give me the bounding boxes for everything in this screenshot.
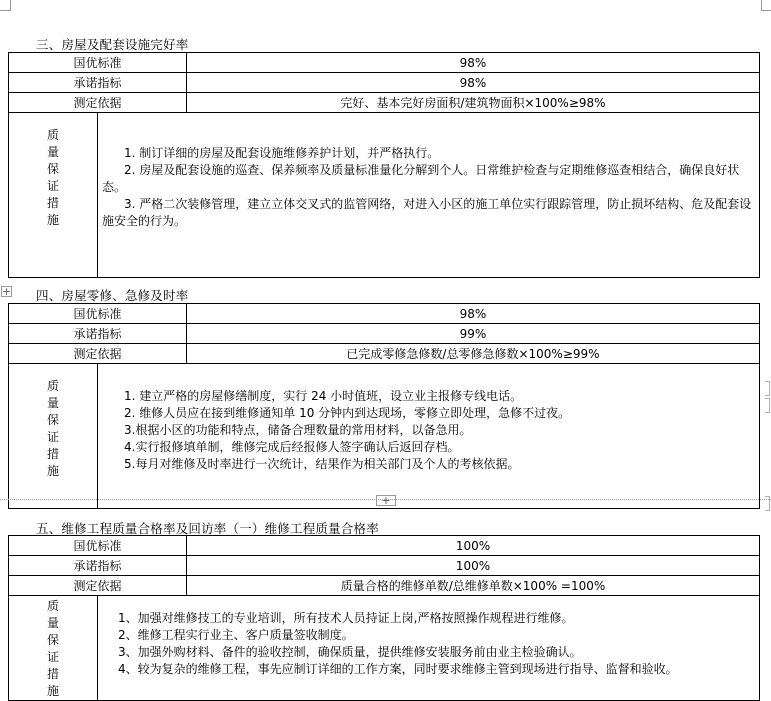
measure-item: 3、加强外购材料、备件的验收控制，确保质量，提供维修安装服务前由业主检验确认。 [118,645,582,659]
measures-label: 质量保证措施 [47,379,60,478]
measure-item: 3.根据小区的功能和特点，储备合理数量的常用材料，以备急用。 [124,423,472,437]
measure-item: 4.实行报修填单制，维修完成后经报修人签字确认后返回存档。 [124,440,460,454]
row-value: 98% [187,304,760,324]
right-edge-marker [765,398,770,413]
row-value: 已完成零修急修数/总零修急修数×100%≥99% [187,344,760,364]
add-row-button[interactable]: + [376,495,396,506]
row-label: 测定依据 [9,93,187,113]
row-value: 质量合格的维修单数/总维修单数×100% =100% [187,576,760,596]
measure-item: 1. 制订详细的房屋及配套设施维修养护计划，并严格执行。 [124,146,440,160]
row-label: 承诺指标 [9,73,187,93]
row-label: 国优标准 [9,304,187,324]
measures-label-cell [9,364,98,509]
section-title: 三、房屋及配套设施完好率 [36,37,189,52]
row-label: 承诺指标 [9,556,187,576]
page-corner-mark [0,0,11,11]
row-label: 测定依据 [9,576,187,596]
row-label: 测定依据 [9,344,187,364]
measures-label: 质量保证措施 [47,599,60,698]
row-value: 100% [187,536,760,556]
measure-item: 3. 严格二次装修管理，建立立体交叉式的监管网络，对进入小区的施工单位实行跟踪管理，防止损坏结构、危及配套设施安全的行为。 [102,197,752,228]
measure-item: 5.每月对维修及时率进行一次统计，结果作为相关部门及个人的考核依据。 [124,457,520,471]
measure-item: 1. 建立严格的房屋修缮制度，实行 24 小时值班，设立业主报修专线电话。 [124,389,523,403]
row-value: 98% [187,53,760,73]
measures-cell [98,596,760,701]
row-value: 100% [187,556,760,576]
table-move-handle[interactable]: + [2,285,12,298]
measure-item: 4、较为复杂的维修工程，事先应制订详细的工作方案，同时要求维修主管到现场进行指导、监督和验收。 [118,662,678,676]
standards-table [8,52,760,278]
row-label: 国优标准 [9,53,187,73]
page-break-line [0,499,771,500]
row-value: 99% [187,324,760,344]
page-corner-mark [761,0,771,11]
measures-cell [98,113,760,278]
row-value: 完好、基本完好房面积/建筑物面积×100%≥98% [187,93,760,113]
measure-item: 2. 房屋及配套设施的巡查、保养频率及质量标准量化分解到个人。日常维护检查与定期维修巡查相结合，确保良好状态。 [102,163,740,194]
section-title: 四、房屋零修、急修及时率 [36,288,189,303]
measures-label: 质量保证措施 [47,128,60,227]
standards-table [8,535,760,701]
row-label: 承诺指标 [9,324,187,344]
measure-item: 1、加强对维修技工的专业培训，所有技术人员持证上岗,严格按照操作规程进行维修。 [118,611,574,625]
right-edge-marker [765,381,770,396]
measure-item: 2、维修工程实行业主、客户质量签收制度。 [118,628,354,642]
measure-item: 2. 维修人员应在接到维修通知单 10 分钟内到达现场，零修立即处理，急修不过夜。 [124,406,571,420]
section-title: 五、维修工程质量合格率及回访率（一）维修工程质量合格率 [36,521,379,536]
row-label: 国优标准 [9,536,187,556]
row-value: 98% [187,73,760,93]
measures-cell [98,364,760,509]
measures-label-cell [9,113,98,278]
standards-table [8,303,760,509]
measures-label-cell [9,596,98,701]
